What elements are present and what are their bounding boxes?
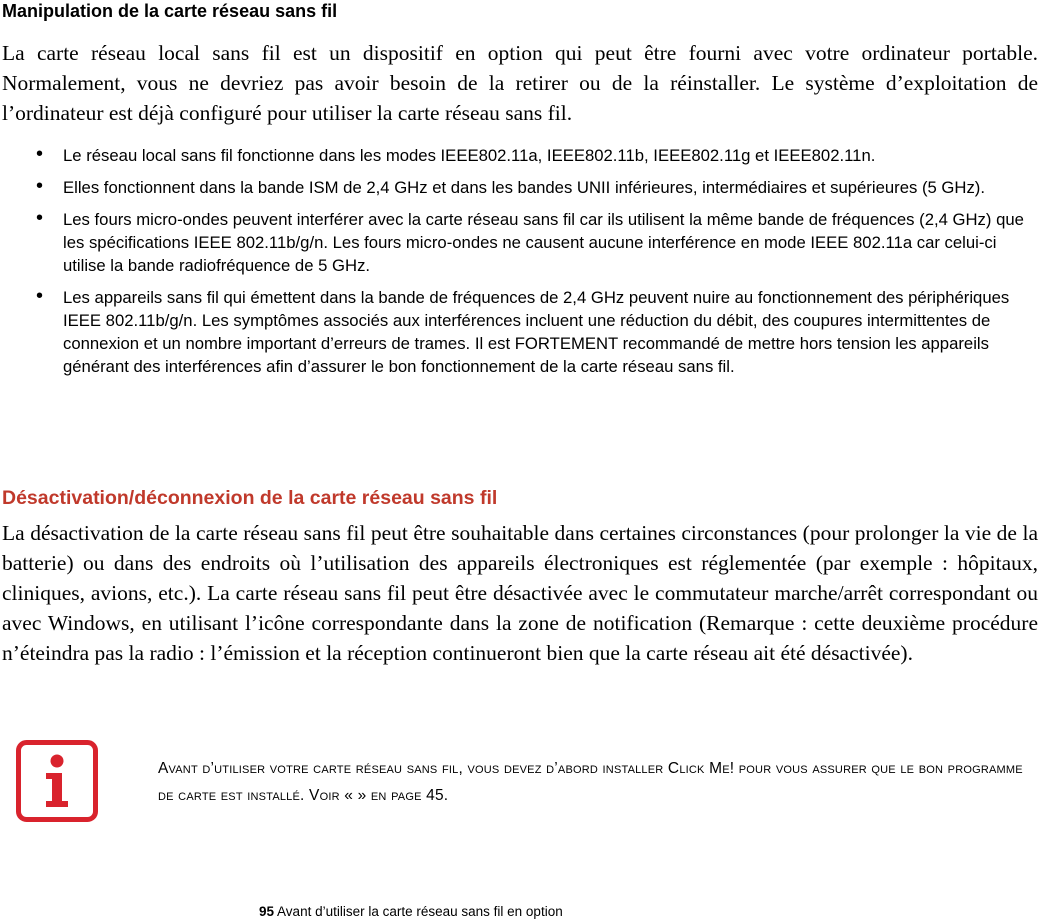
page-number: 95	[259, 904, 275, 919]
page-footer	[259, 903, 563, 921]
list-item-text: Elles fonctionnent dans la bande ISM de 2,4 GHz et dans les bandes UNII inférieures, intermédiaires et supérieures (5 GHz).	[63, 178, 985, 197]
disable-paragraph: La désactivation de la carte réseau sans fil peut être souhaitable dans certaines circonstances (pour prolonger la vie de la batterie) ou dans des endroits où l’utilisation des appareils électroniques est réglementée (par exemple : hôpitaux, cliniques, avions, etc.). La carte réseau sans fil peut être désactivée avec le commutateur marche/arrêt correspondant ou avec Windows, en utilisant l’icône correspondante dans la zone de notification (Remarque : cette deuxième procédure n’éteindra pas la radio : l’émission et la réception continueront bien que la carte réseau ait été désactivée).	[2, 521, 1038, 665]
list-item-text: Les appareils sans fil qui émettent dans la bande de fréquences de 2,4 GHz peuvent nuire au fonctionnement des périphériques IEEE 802.11b/g/n. Les symptômes associés aux interférences incluent une réduction du débit, des coupures intermittentes de connexion et un nombre important d’erreurs de trames. Il est FORTEMENT recommandé de mettre hors tension les appareils générant des interférences afin d’assurer le bon fonctionnement de la carte réseau sans fil.	[63, 288, 1010, 376]
list-item	[0, 208, 1040, 277]
bullet-list	[0, 144, 1040, 387]
info-icon	[16, 740, 98, 822]
intro-paragraph: La carte réseau local sans fil est un dispositif en option qui peut être fourni avec votre ordinateur portable. Normalement, vous ne devriez pas avoir besoin de la retirer ou de la réinstaller. Le système d’exploitation de l’ordinateur est déjà configuré pour utiliser la carte réseau sans fil.	[2, 41, 1038, 125]
list-item-text: Les fours micro-ondes peuvent interférer avec la carte réseau sans fil car ils utilisent la même bande de fréquences (2,4 GHz) que les spécifications IEEE 802.11b/g/n. Les fours micro-ondes ne causent aucune interférence en mode IEEE 802.11a car celui-ci utilise la bande radiofréquence de 5 GHz.	[63, 210, 1024, 275]
section-heading-handling: Manipulation de la carte réseau sans fil	[2, 1, 338, 21]
note-text: Avant d’utiliser votre carte réseau sans fil, vous devez d’abord installer Click Me! pour vous assurer que le bon programme de carte est installé. Voir « » en page 45.	[158, 760, 1023, 804]
list-item	[0, 286, 1040, 378]
bullet-icon: •	[36, 285, 44, 307]
footer-title: Avant d’utiliser la carte réseau sans fil en option	[277, 904, 563, 919]
bullet-icon: •	[36, 143, 44, 165]
list-item	[0, 144, 1040, 167]
list-item-text: Le réseau local sans fil fonctionne dans les modes IEEE802.11a, IEEE802.11b, IEEE802.11g et IEEE802.11n.	[63, 146, 876, 165]
bullet-icon: •	[36, 175, 44, 197]
bullet-icon: •	[36, 207, 44, 229]
section-heading-disable: Désactivation/déconnexion de la carte réseau sans fil	[2, 487, 498, 509]
list-item	[0, 176, 1040, 199]
